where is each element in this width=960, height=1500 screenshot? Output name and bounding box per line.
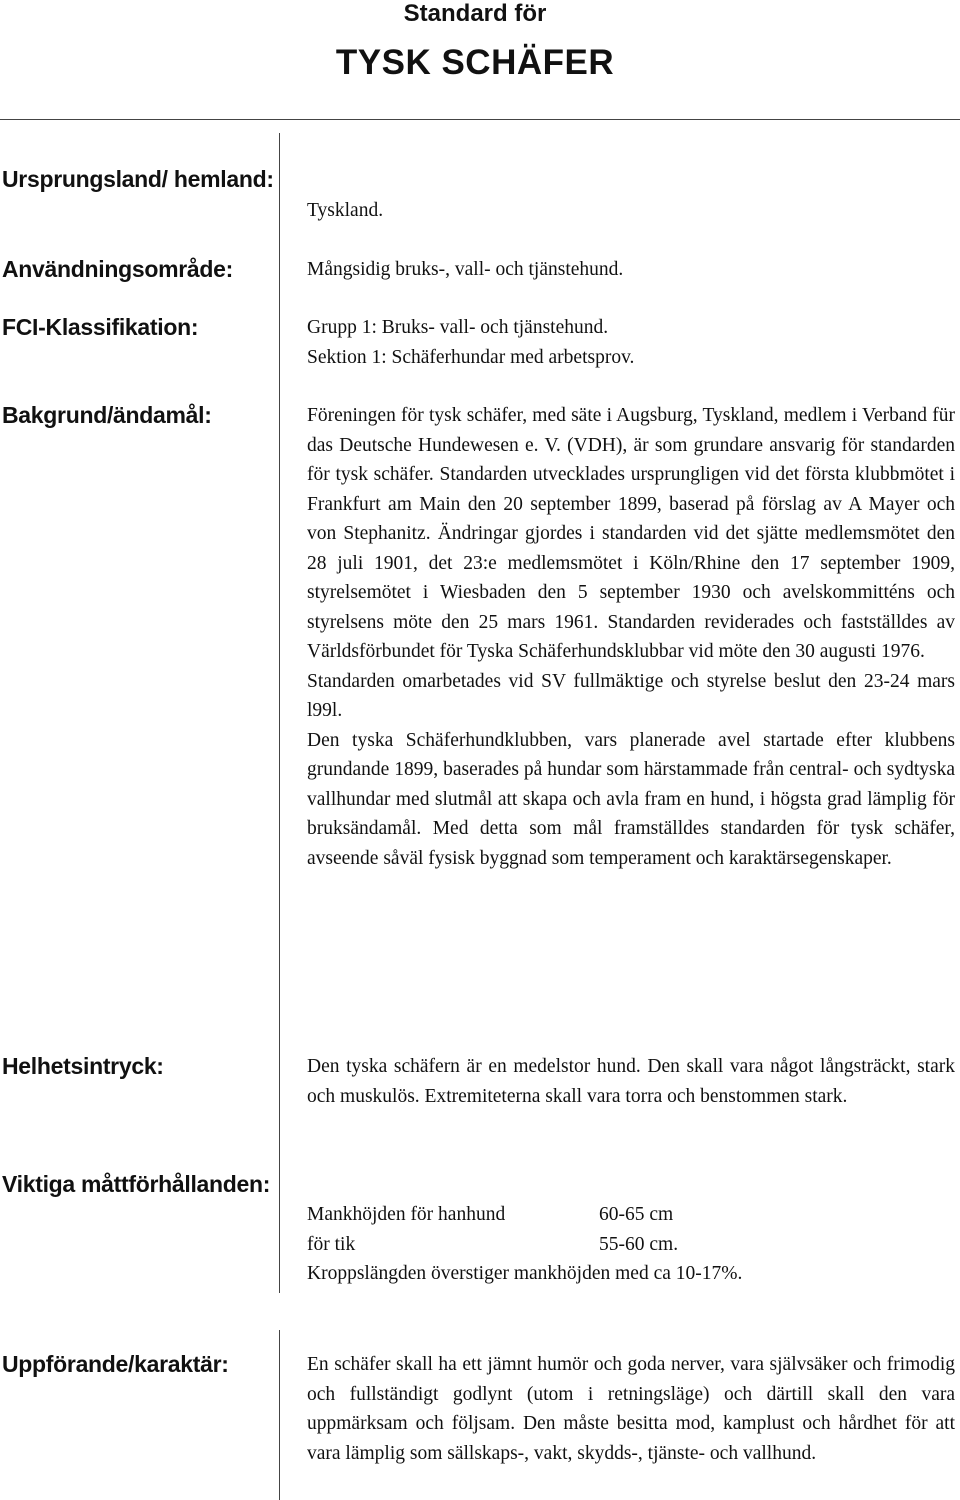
proportions-text [307, 1200, 955, 1289]
height-male-value: 60-65 cm [599, 1204, 674, 1225]
fci-section: Sektion 1: Schäferhundar med arbetsprov. [307, 346, 635, 368]
general-label: Helhetsintryck: [2, 1053, 164, 1079]
background-label: Bakgrund/ändamål: [2, 402, 212, 428]
background-paragraph-revision: Standarden omarbetades vid SV fullmäktige och styrelse beslut den 23-24 mars l99l. [307, 670, 955, 721]
height-male-label: Mankhöjden för hanhund [307, 1204, 506, 1225]
behaviour-text: En schäfer skall ha ett jämnt humör och goda nerver, vara självsäker och frimodig och fullständigt godlynt (utom i retningsläge) och därtill skall den vara uppmärksam och följsam. Den måste besitta mod, kamplust och hårdhet för att vara lämplig som sällskaps-, vakt, skydds-, tjänste- och vallhund. [307, 1354, 955, 1464]
general-text: Den tyska schäfern är en medelstor hund. Den skall vara något långsträckt, stark och muskulös. Extremiteterna skall vara torra och benstommen stark. [307, 1056, 955, 1107]
height-female-value: 55-60 cm. [599, 1233, 679, 1255]
height-female-label: för tik [307, 1233, 356, 1255]
behaviour-label: Uppförande/karaktär: [2, 1351, 229, 1377]
height-female-row [307, 1230, 955, 1260]
fci-text [307, 313, 955, 372]
fci-group: Grupp 1: Bruks- vall- och tjänstehund. [307, 317, 609, 338]
origin-text: Tyskland. [307, 200, 384, 221]
background-paragraph-purpose: Den tyska Schäferhundklubben, vars planerade avel startade efter klubbens grundande 1899, baserades på hundar som härstammade från central- och sydtyska vallhundar med slutmål att skapa och avla fram en hund, i högsta grad lämplig för bruksändamål. Med detta som mål framställdes standarden för tysk schäfer, avseende såväl fysisk byggnad som temperament och karaktärsegenskaper. [307, 729, 955, 869]
column-divider-lower [279, 1330, 280, 1500]
usage-label: Användningsområde: [2, 256, 234, 282]
body-length-text: Kroppslängden överstiger mankhöjden med ca 10-17%. [307, 1263, 743, 1284]
usage-text: Mångsidig bruks-, vall- och tjänstehund. [307, 259, 624, 280]
header-divider [0, 119, 960, 120]
proportions-label: Viktiga måttförhållanden: [2, 1171, 271, 1197]
background-text [307, 401, 955, 873]
origin-label: Ursprungsland/ hemland: [2, 166, 274, 192]
column-divider-upper [279, 133, 280, 1293]
document-subtitle: Standard för [403, 0, 547, 27]
document-title: TYSK SCHÄFER [335, 43, 615, 82]
height-male-row [307, 1200, 955, 1230]
fci-label: FCI-Klassifikation: [2, 314, 199, 340]
background-paragraph-history: Föreningen för tysk schäfer, med säte i Augsburg, Tyskland, medlem i Verband für das Deutsche Hundewesen e. V. (VDH), är som grundare ansvarig för standarden för tysk schäfer. Standarden utvecklades ursprungligen vid det första klubbmötet i Frankfurt am Main den 20 september 1899, baserad på förslag av A Mayer och von Stephanitz. Ändringar gjordes i standarden vid det sjätte medlemsmötet den 28 juli 1901, det 23:e medlemsmötet i Köln/Rhine den 17 september 1909, styrelsemötet i Wiesbaden den 5 september 1930 och avelskommitténs och styrelsens möte den 25 mars 1961. Standarden reviderades och fastställdes av Världsförbundet för Tyska Schäferhundsklubbar vid möte den 30 augusti 1976. [307, 405, 955, 662]
